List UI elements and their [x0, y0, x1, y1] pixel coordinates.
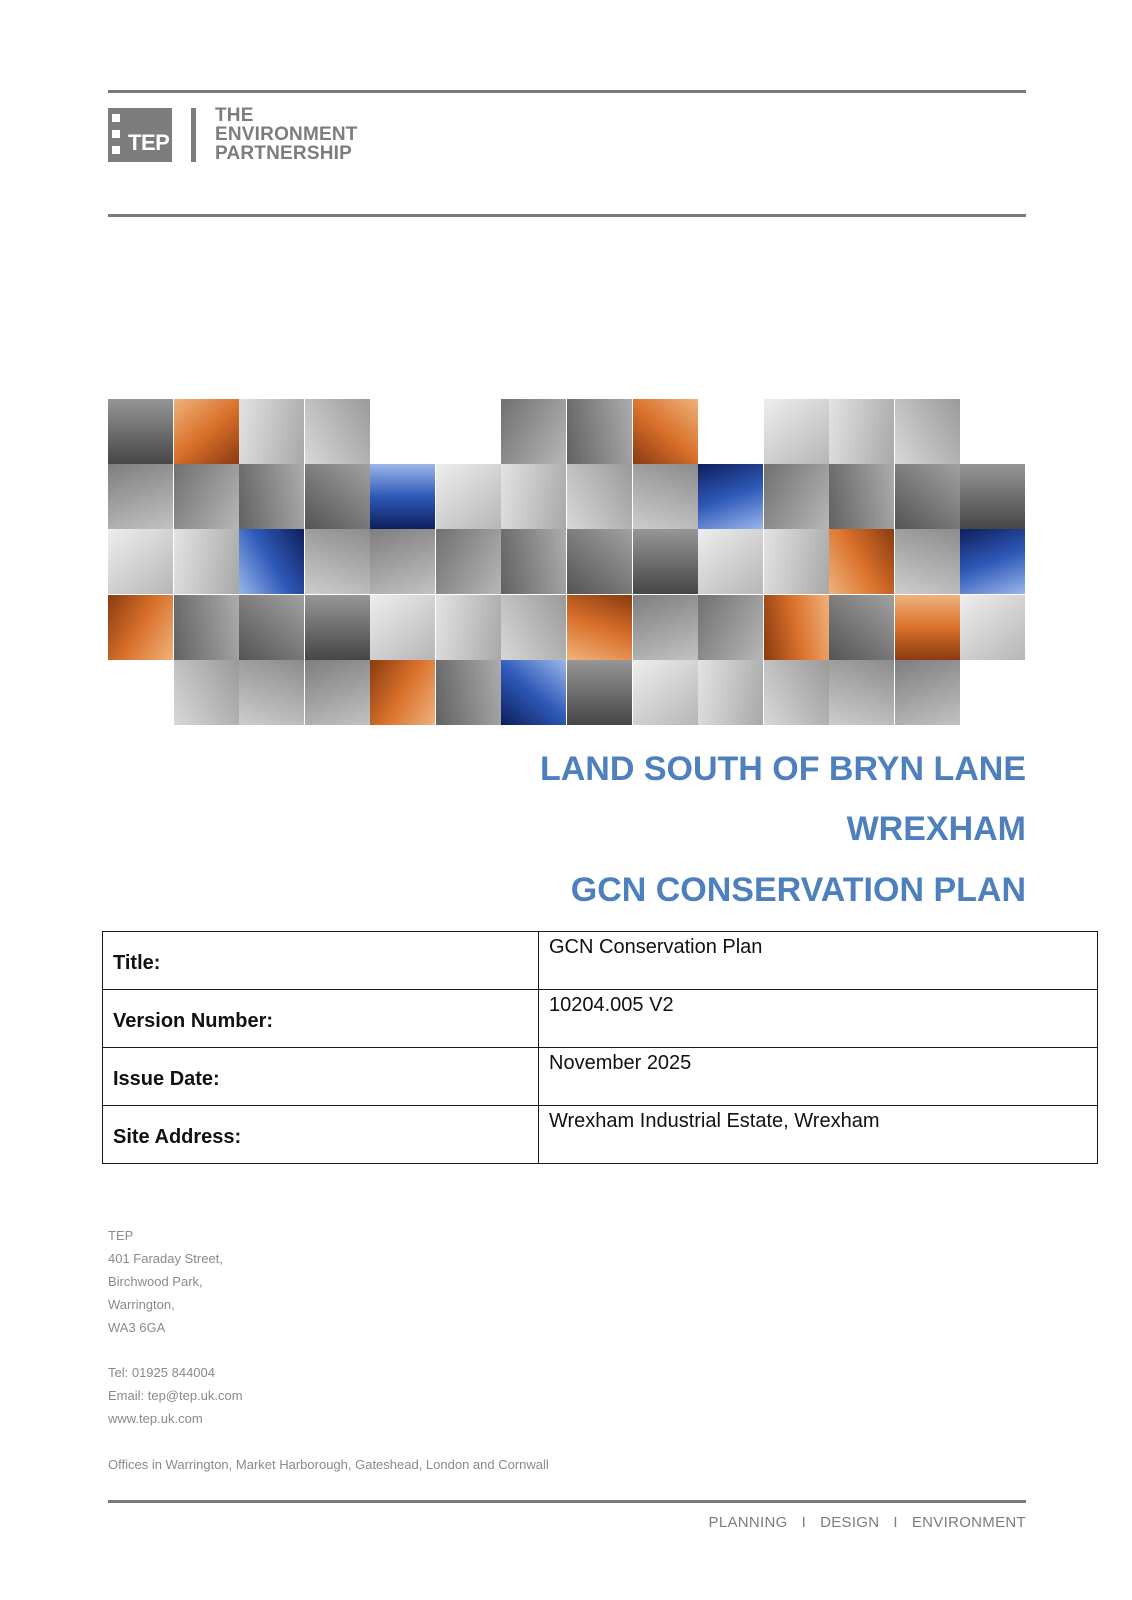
tep-logo-mark: TEP [108, 108, 172, 162]
mosaic-photo-tile [370, 529, 435, 594]
mosaic-photo-tile [829, 464, 894, 529]
mosaic-photo-tile [370, 660, 435, 725]
mosaic-photo-tile [764, 464, 829, 529]
mosaic-photo-tile [239, 464, 304, 529]
mosaic-photo-tile [895, 595, 960, 660]
mosaic-photo-tile [895, 660, 960, 725]
mosaic-photo-tile [436, 595, 501, 660]
header-rule [108, 214, 1026, 217]
mosaic-photo-tile [108, 464, 173, 529]
mosaic-photo-tile [370, 464, 435, 529]
company-address: TEP 401 Faraday Street, Birchwood Park, Warrington, WA3 6GA [108, 1228, 223, 1335]
mosaic-photo-tile [960, 595, 1025, 660]
details-value: November 2025 [539, 1048, 1098, 1106]
details-label: Title: [103, 932, 539, 990]
mosaic-photo-tile [567, 595, 632, 660]
mosaic-photo-tile [436, 464, 501, 529]
mosaic-photo-tile [829, 529, 894, 594]
details-label: Site Address: [103, 1106, 539, 1164]
mosaic-photo-tile [436, 660, 501, 725]
mosaic-photo-tile [633, 529, 698, 594]
mosaic-photo-tile [174, 399, 239, 464]
mosaic-photo-tile [108, 529, 173, 594]
mosaic-photo-tile [174, 529, 239, 594]
mosaic-photo-tile [567, 660, 632, 725]
table-row [103, 990, 1098, 1048]
mosaic-photo-tile [764, 529, 829, 594]
mosaic-photo-tile [305, 464, 370, 529]
mosaic-photo-tile [698, 660, 763, 725]
mosaic-photo-tile [764, 399, 829, 464]
top-rule [108, 90, 1026, 93]
mosaic-photo-tile [501, 595, 566, 660]
mosaic-photo-tile [305, 660, 370, 725]
phone-number: Tel: 01925 844004 [108, 1365, 215, 1380]
mosaic-photo-tile [174, 464, 239, 529]
mosaic-photo-tile [895, 529, 960, 594]
mosaic-photo-tile [567, 529, 632, 594]
logo-company-name: THE ENVIRONMENT PARTNERSHIP [215, 105, 358, 164]
details-value: 10204.005 V2 [539, 990, 1098, 1048]
mosaic-photo-tile [633, 464, 698, 529]
mosaic-photo-tile [501, 464, 566, 529]
mosaic-photo-tile [829, 399, 894, 464]
mosaic-photo-tile [960, 464, 1025, 529]
details-value: GCN Conservation Plan [539, 932, 1098, 990]
mosaic-photo-tile [305, 529, 370, 594]
website-link: www.tep.uk.com [108, 1411, 203, 1426]
mosaic-photo-tile [501, 660, 566, 725]
mosaic-photo-tile [501, 529, 566, 594]
mosaic-photo-tile [108, 595, 173, 660]
mosaic-photo-tile [305, 595, 370, 660]
mosaic-photo-tile [960, 529, 1025, 594]
footer-tagline: PLANNING I DESIGN I ENVIRONMENT [708, 1514, 1026, 1531]
contact-details [108, 1361, 243, 1430]
mosaic-photo-tile [239, 660, 304, 725]
mosaic-photo-tile [239, 595, 304, 660]
mosaic-photo-tile [108, 399, 173, 464]
mosaic-photo-tile [239, 529, 304, 594]
mosaic-photo-tile [305, 399, 370, 464]
mosaic-photo-tile [370, 595, 435, 660]
mosaic-photo-tile [567, 464, 632, 529]
photo-mosaic [108, 399, 1026, 725]
mosaic-photo-tile [895, 464, 960, 529]
offices-line: Offices in Warrington, Market Harborough, Gateshead, London and Cornwall [108, 1457, 549, 1472]
mosaic-photo-tile [436, 529, 501, 594]
table-row [103, 932, 1098, 990]
mosaic-photo-tile [633, 660, 698, 725]
mosaic-photo-tile [174, 595, 239, 660]
footer-rule [108, 1500, 1026, 1503]
mosaic-photo-tile [698, 595, 763, 660]
mosaic-photo-tile [633, 399, 698, 464]
document-details-table [102, 931, 1098, 1164]
table-row [103, 1048, 1098, 1106]
mosaic-photo-tile [895, 399, 960, 464]
mosaic-photo-tile [764, 660, 829, 725]
details-label: Issue Date: [103, 1048, 539, 1106]
title-line-3: GCN CONSERVATION PLAN [570, 871, 1026, 909]
mosaic-photo-tile [633, 595, 698, 660]
email-address: Email: tep@tep.uk.com [108, 1388, 243, 1403]
mosaic-photo-tile [829, 595, 894, 660]
title-line-1: LAND SOUTH OF BRYN LANE [539, 750, 1026, 788]
details-value: Wrexham Industrial Estate, Wrexham [539, 1106, 1098, 1164]
table-row [103, 1106, 1098, 1164]
mosaic-photo-tile [567, 399, 632, 464]
mosaic-photo-tile [174, 660, 239, 725]
mosaic-photo-tile [829, 660, 894, 725]
mosaic-photo-tile [698, 464, 763, 529]
mosaic-photo-tile [698, 529, 763, 594]
title-line-2: WREXHAM [846, 810, 1026, 848]
mosaic-photo-tile [501, 399, 566, 464]
mosaic-photo-tile [764, 595, 829, 660]
mosaic-photo-tile [239, 399, 304, 464]
logo-divider [191, 108, 196, 162]
details-label: Version Number: [103, 990, 539, 1048]
